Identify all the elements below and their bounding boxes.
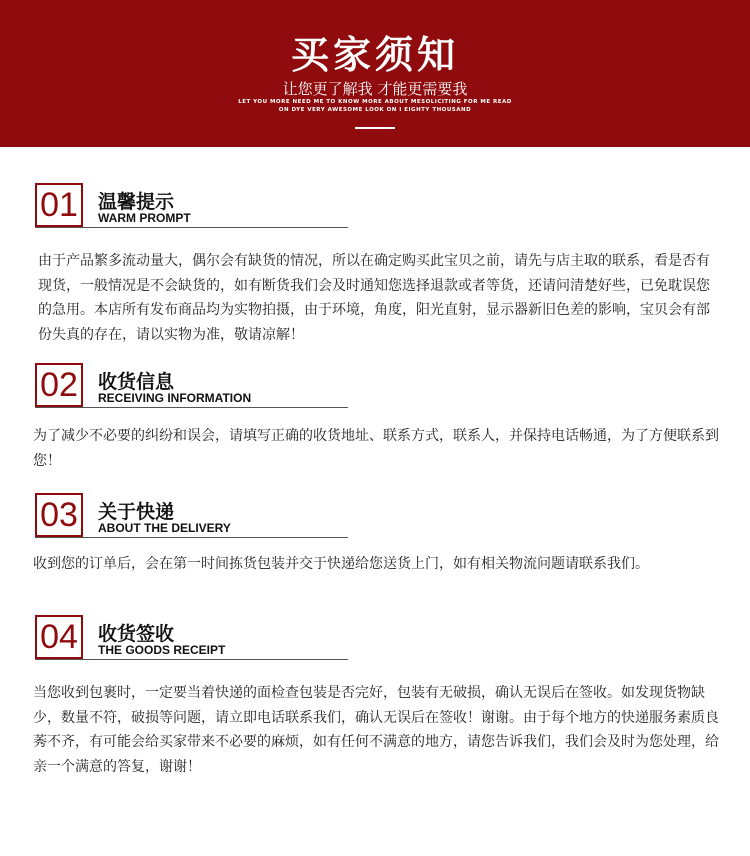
section-subtitle: RECEIVING INFORMATION (98, 391, 252, 405)
section-subtitle: THE GOODS RECEIPT (98, 643, 226, 657)
section-text: 由于产品繁多流动量大，偶尔会有缺货的情况，所以在确定购买此宝贝之前，请先与店主取的联系，看是否有现货，一般情况是不会缺货的，如有断货我们会及时通知您选择退款或者等货，还请问清楚好些，已免耽误您的急用。本店所有发布商品均为实物拍摄，由于环境，角度，阳光直射，显示器新旧色差的影响，宝贝会有部份失真的存在，请以实物为准，敬请凉解！ (38, 253, 710, 343)
section-number: 02 (35, 363, 83, 407)
section-subtitle: ABOUT THE DELIVERY (98, 521, 231, 535)
header-divider (355, 127, 395, 129)
section-number: 04 (35, 615, 83, 659)
section-subtitle: WARM PROMPT (98, 211, 191, 225)
section-text: 当您收到包裹时，一定要当着快递的面检查包装是否完好，包装有无破损，确认无误后在签收。如发现货物缺少，数量不符，破损等问题，请立即电话联系我们，确认无误后在签收！谢谢。由于每个地方的快递服务素质良莠不齐，有可能会给买家带来不必要的麻烦，如有任何不满意的地方，请您告诉我们，我们会及时为您处理，给亲一个满意的答复，谢谢！ (33, 685, 719, 775)
tagline-line-1: LET YOU MORE NEED ME TO KNOW MORE ABOUT MESOLICITING FOR ME READ (238, 99, 512, 105)
section-title: 收货签收 (98, 623, 175, 645)
section-title: 收货信息 (98, 371, 175, 393)
section-divider (35, 659, 348, 660)
tagline-line-2: ON DYE VERY AWESOME LOOK ON I EIGHTY THOUSAND (278, 107, 472, 113)
section-text: 收到您的订单后，会在第一时间拣货包装并交于快递给您送货上门，如有相关物流问题请联系我们。 (33, 556, 649, 572)
section-divider (35, 407, 348, 408)
section-title: 温馨提示 (98, 191, 175, 213)
page-subtitle: 让您更了解我 才能更需要我 (282, 80, 468, 98)
tagline (0, 98, 750, 114)
section-number: 01 (35, 183, 83, 227)
section-title: 关于快递 (98, 501, 175, 523)
section-number: 03 (35, 493, 83, 537)
section-divider (35, 227, 348, 228)
section-text: 为了减少不必要的纠纷和误会，请填写正确的收货地址、联系方式，联系人，并保持电话畅通，为了方便联系到您！ (33, 428, 719, 469)
header-banner (0, 0, 750, 147)
page-title: 买家须知 (290, 33, 459, 77)
section-divider (35, 537, 348, 538)
